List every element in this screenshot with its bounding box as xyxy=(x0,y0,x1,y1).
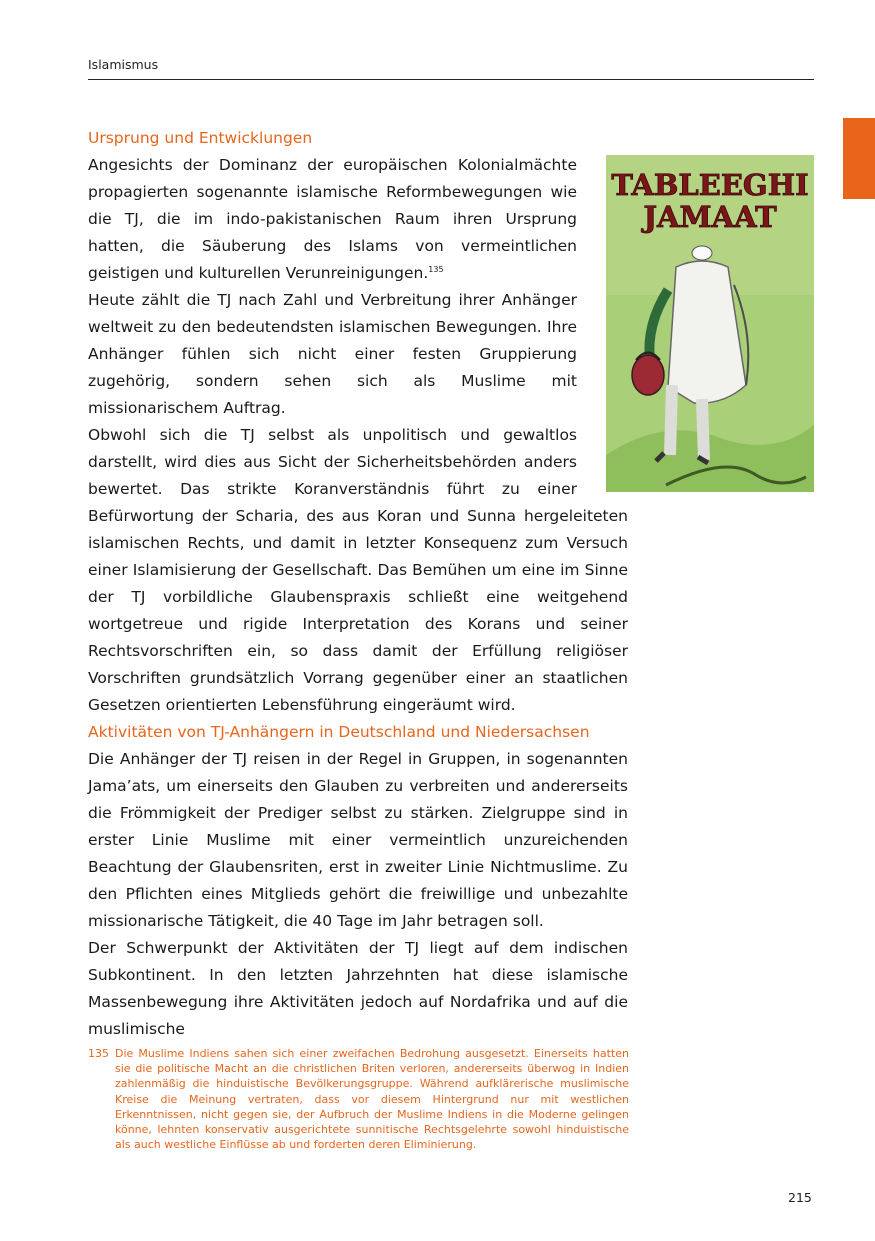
origin-paragraph-2: Heute zählt die TJ nach Zahl und Verbreitung ihrer Anhänger weltweit zu den bedeutendsten islamischen Bewegungen. Ihre Anhänger fühlen sich nicht einer festen Gruppierung zugehörig, sondern sehen sich als Muslime mit missionarischem Auftrag. xyxy=(88,291,577,417)
header-rule xyxy=(88,79,814,80)
running-title: Islamismus xyxy=(88,57,159,72)
section-activities-body xyxy=(88,746,628,1043)
page-number: 215 xyxy=(788,1190,812,1205)
footnote-reference[interactable]: 135 xyxy=(428,265,444,274)
section-heading-activities: Aktivitäten von TJ-Anhängern in Deutschland und Niedersachsen xyxy=(88,723,590,741)
origin-paragraph-3: Obwohl sich die TJ selbst als unpolitisch und gewaltlos darstellt, wird dies aus Sicht der Sicherheitsbehörden anders bewertet. Das strikte Koranverständnis führt zu einer Befürwortung der Scharia, des aus Koran und Sunna hergeleiteten islamischen Rechts, und damit in letzter Konsequenz zum Versuch einer Islamisierung der Gesellschaft. Das Bemühen um eine im Sinne der TJ vorbildliche Glaubenspraxis schließt eine weitgehend wortgetreue und rigide Interpretation des Korans und seiner Rechtsvorschriften ein, so dass damit der Erfüllung religiöser Vorschriften grundsätzlich Vorrang gegenüber einer an staatlichen Gesetzen orientierten Lebensführung eingeräumt wird. xyxy=(88,426,628,714)
activities-paragraph-2: Der Schwerpunkt der Aktivitäten der TJ liegt auf dem indischen Subkontinent. In den letzten Jahrzehnten hat diese islamische Massenbewegung ihre Aktivitäten jedoch auf Nordafrika und auf die muslimische xyxy=(88,939,628,1038)
chapter-tab-marker xyxy=(843,118,875,199)
poster-title-line2: JAMAAT xyxy=(643,200,777,234)
origin-paragraph-1 xyxy=(88,152,628,287)
footnote-text: Die Muslime Indiens sahen sich einer zweifachen Bedrohung ausgesetzt. Einerseits hatten sie die politische Macht an die christlichen Briten verloren, andererseits überwog in Indien zahlenmäßig die hinduistische Bevölkerungsgruppe. Während aufklärerische muslimische Kreise die Meinung vertraten, dass vor diesem Hintergrund nur mit westlichen Erkenntnissen, nicht gegen sie, der Aufbruch der Muslime Indiens in die Moderne gelingen könne, lehnten konservativ ausgerichtete sunnitische Rechtsgelehrte sowohl hinduistische als auch westliche Einflüsse ab und forderten deren Eliminierung. xyxy=(115,1047,629,1152)
footnote xyxy=(88,1046,629,1152)
section-origin-body xyxy=(88,152,809,719)
tableeghi-jamaat-poster-image xyxy=(606,155,814,492)
origin-paragraph-1-text: Angesichts der Dominanz der europäischen Kolonialmächte propagierten sogenannte islamische Reformbewegungen wie die TJ, die im indo-pakistanischen Raum ihren Ursprung hatten, die Säuberung des Islams von vermeintlichen geistigen und kulturellen Verunreinigungen. xyxy=(88,156,577,282)
footnote-number: 135 xyxy=(88,1047,109,1060)
section-heading-origin: Ursprung und Entwicklungen xyxy=(88,129,313,147)
activities-paragraph-1: Die Anhänger der TJ reisen in der Regel in Gruppen, in sogenannten Jama’ats, um einerseits den Glauben zu verbreiten und andererseits die Frömmigkeit der Prediger selbst zu stärken. Zielgruppe sind in erster Linie Muslime mit einer vermeintlich unzureichenden Beachtung der Glaubensriten, erst in zweiter Linie Nichtmuslime. Zu den Pflichten eines Mitglieds gehört die freiwillige und unbezahlte missionarische Tätigkeit, die 40 Tage im Jahr betragen soll. xyxy=(88,750,628,930)
poster-title-line1: TABLEEGHI xyxy=(611,168,809,202)
